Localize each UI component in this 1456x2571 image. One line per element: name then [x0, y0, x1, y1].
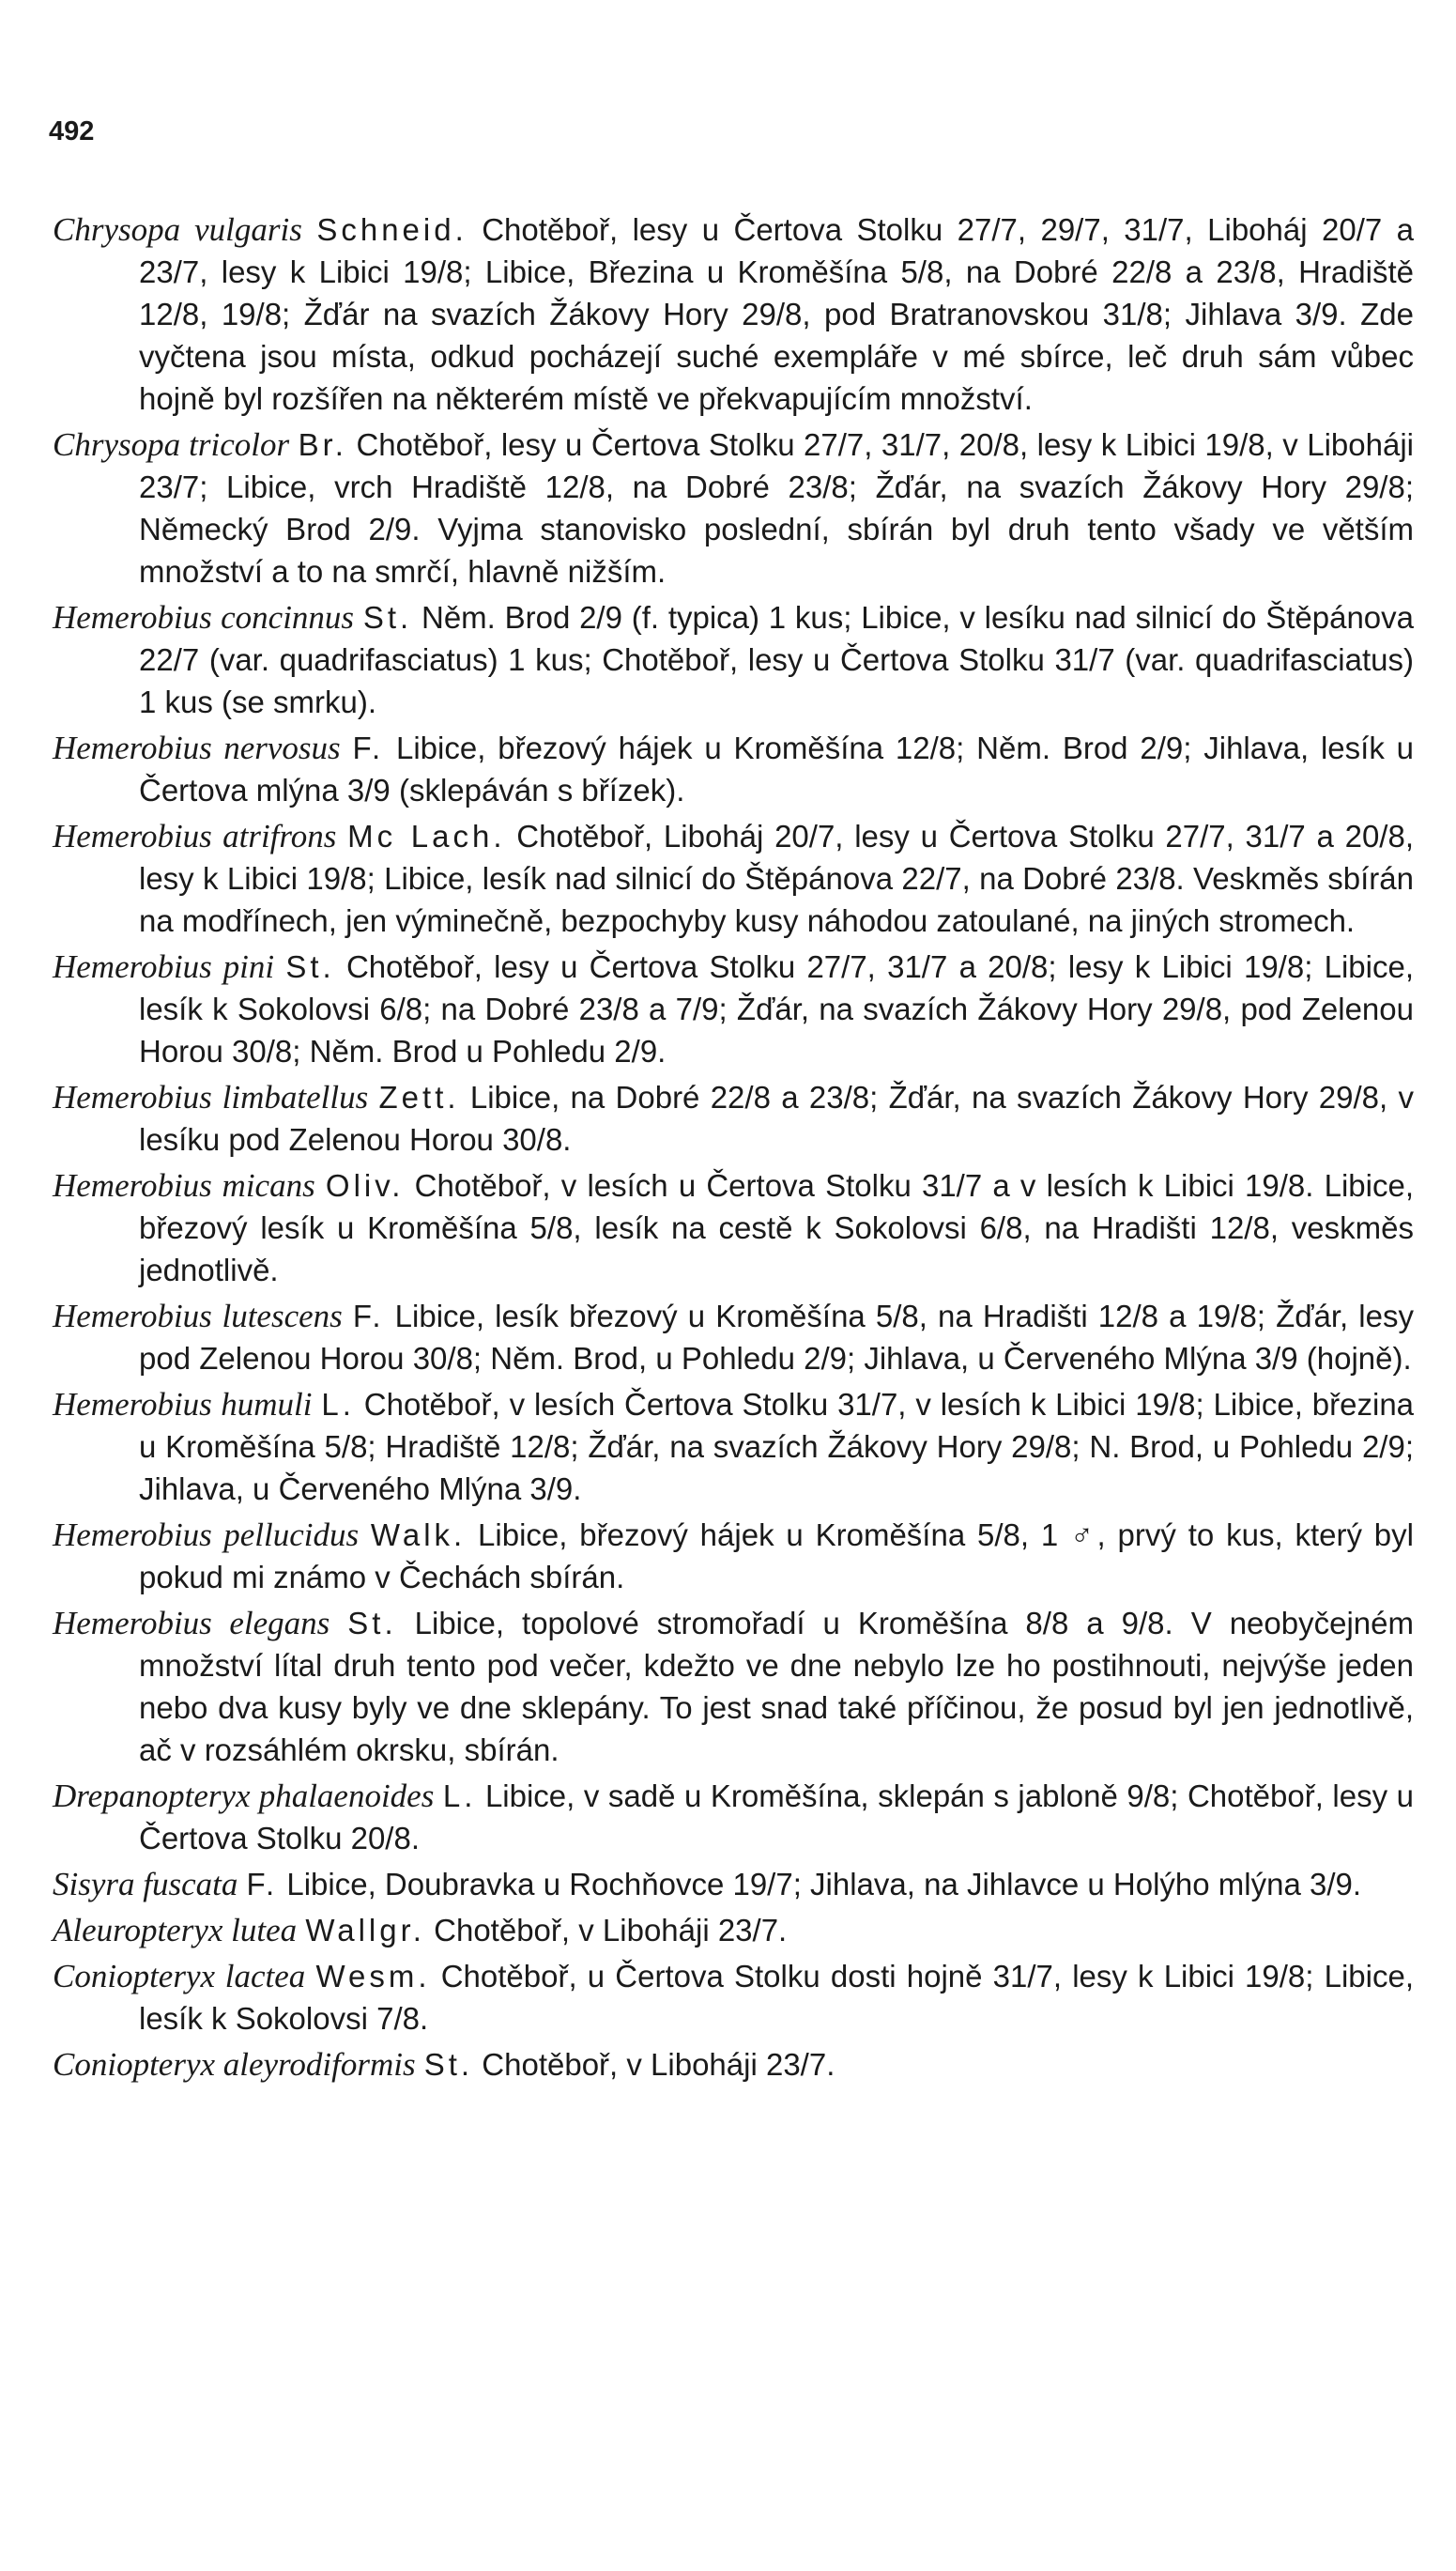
species-author: F. [246, 1867, 279, 1901]
species-entry [53, 2043, 1414, 2086]
species-name: Hemerobius nervosus [53, 730, 341, 766]
species-name: Hemerobius concinnus [53, 599, 355, 636]
species-author: Oliv. [325, 1168, 405, 1203]
species-entry [53, 1076, 1414, 1161]
species-entry [53, 1295, 1414, 1379]
species-localities: Chotěboř, lesy u Čertova Stolku 27/7, 31/7, 20/8, lesy k Libici 19/8, v Liboháji 23/7; Libice, vrch Hradiště 12/8, na Dobré 23/8; Žďár, na svazích Žákovy Hory 29/8; Německý Brod 2/9. Vyjma stanovisko poslední, sbírán byl druh tento všady ve větším množství a to na smrčí, hlavně nižším. [139, 427, 1415, 589]
species-name: Hemerobius lutescens [53, 1298, 343, 1334]
species-author: Zett. [378, 1080, 460, 1115]
species-author: Mc Lach. [347, 819, 506, 854]
species-localities: Chotěboř, lesy u Čertova Stolku 27/7, 31/7 a 20/8; lesy k Libici 19/8; Libice, lesík k Sokolovsi 6/8; na Dobré 23/8 a 7/9; Žďár, na svazích Žákovy Hory 29/8, pod Zelenou Horou 30/8; Něm. Brod u Pohledu 2/9. [139, 949, 1415, 1069]
species-list [53, 208, 1414, 2089]
species-author: St. [285, 949, 335, 984]
page-number: 492 [49, 116, 95, 146]
species-localities: Libice, na Dobré 22/8 a 23/8; Žďár, na svazích Žákovy Hory 29/8, v lesíku pod Zelenou Horou 30/8. [139, 1080, 1414, 1157]
species-name: Aleuropteryx lutea [53, 1912, 298, 1948]
species-author: L. [442, 1778, 477, 1813]
species-name: Hemerobius humuli [53, 1386, 313, 1423]
species-name: Hemerobius atrifrons [53, 818, 337, 854]
species-entry [53, 1164, 1414, 1291]
species-localities: Libice, v sadě u Kroměšína, sklepán s jabloně 9/8; Chotěboř, lesy u Čertova Stolku 20/8. [139, 1778, 1414, 1855]
species-author: F. [352, 1299, 385, 1333]
species-localities: Libice, topolové stromořadí u Kroměšína 8/8 a 9/8. V neobyčejném množství lítal druh tento pod večer, kdežto ve dne nebylo lze ho postihnouti, nejvýše jeden nebo dva kusy byly ve dne sklepány. To jest snad také příčinou, že posud byl jen jednotlivě, ač v rozsáhlém okrsku, sbírán. [139, 1606, 1414, 1767]
species-name: Chrysopa tricolor [53, 426, 290, 463]
species-name: Drepanopteryx phalaenoides [53, 1778, 435, 1814]
species-localities: Chotěboř, Liboháj 20/7, lesy u Čertova Stolku 27/7, 31/7 a 20/8, lesy k Libici 19/8; Libice, lesík nad silnicí do Štěpánova 22/7, na Dobré 23/8. Veskměs sbírán na modřínech, jen výminečně, bezpochyby kusy náhodou zatoulané, na jiných stromech. [139, 819, 1414, 938]
species-author: Br. [298, 427, 347, 462]
species-name: Hemerobius pini [53, 948, 275, 985]
species-localities: Chotěboř, u Čertova Stolku dosti hojně 31/7, lesy k Libici 19/8; Libice, lesík k Sokolovsi 7/8. [139, 1959, 1415, 2036]
species-author: F. [352, 731, 385, 765]
species-name: Sisyra fuscata [53, 1866, 238, 1902]
species-name: Coniopteryx aleyrodiformis [53, 2046, 416, 2083]
species-entry [53, 1909, 1414, 1951]
species-entry [53, 1955, 1414, 2040]
species-localities: Libice, březový hájek u Kroměšína 12/8; Něm. Brod 2/9; Jihlava, lesík u Čertova mlýna 3/9 (sklepáván s břízek). [139, 731, 1415, 808]
species-author: Schneid. [316, 212, 467, 247]
species-name: Chrysopa vulgaris [53, 211, 302, 248]
species-localities: Chotěboř, v Liboháji 23/7. [482, 2047, 835, 2082]
species-localities: Chotěboř, lesy u Čertova Stolku 27/7, 29/7, 31/7, Liboháj 20/7 a 23/7, lesy k Libici 19/8; Libice, Březina u Kroměšína 5/8, na Dobré 22/8 a 23/8, Hradiště 12/8, 19/8; Žďár na svazích Žákovy Hory 29/8, pod Bratranovskou 31/8; Jihlava 3/9. Zde vyčtena jsou místa, odkud pocházejí suché exempláře v mé sbírce, leč druh sám vůbec hojně byl rozšířen na některém místě ve překvapujícím množství. [139, 212, 1415, 416]
species-entry [53, 1602, 1414, 1771]
species-author: Wallgr. [305, 1913, 425, 1947]
species-author: St. [362, 600, 413, 635]
species-localities: Libice, Doubravka u Rochňovce 19/7; Jihlava, na Jihlavce u Holýho mlýna 3/9. [286, 1867, 1362, 1901]
species-entry [53, 727, 1414, 811]
species-name: Coniopteryx lactea [53, 1958, 306, 1994]
species-author: St. [347, 1606, 397, 1640]
species-author: Walk. [370, 1517, 467, 1552]
species-name: Hemerobius pellucidus [53, 1516, 360, 1553]
species-entry [53, 596, 1414, 723]
species-author: Wesm. [315, 1959, 431, 1994]
species-entry [53, 1775, 1414, 1859]
species-localities: Libice, lesík březový u Kroměšína 5/8, na Hradišti 12/8 a 19/8; Žďár, lesy pod Zelenou Horou 30/8; Něm. Brod, u Pohledu 2/9; Jihlava, u Červeného Mlýna 3/9 (hojně). [139, 1299, 1414, 1376]
species-entry [53, 815, 1414, 942]
species-name: Hemerobius micans [53, 1167, 315, 1204]
species-localities: Chotěboř, v lesích Čertova Stolku 31/7, v lesích k Libici 19/8; Libice, březina u Kroměšína 5/8; Hradiště 12/8; Žďár, na svazích Žákovy Hory 29/8; N. Brod, u Pohledu 2/9; Jihlava, u Červeného Mlýna 3/9. [139, 1387, 1415, 1506]
species-entry [53, 1514, 1414, 1598]
species-entry [53, 946, 1414, 1072]
species-entry [53, 1863, 1414, 1905]
species-entry [53, 1383, 1414, 1510]
species-author: St. [423, 2047, 474, 2082]
species-localities: Chotěboř, v Liboháji 23/7. [434, 1913, 788, 1947]
species-entry [53, 423, 1414, 593]
species-name: Hemerobius limbatellus [53, 1079, 369, 1116]
species-localities: Něm. Brod 2/9 (f. typica) 1 kus; Libice, v lesíku nad silnicí do Štěpánova 22/7 (var. quadrifasciatus) 1 kus; Chotěboř, lesy u Čertova Stolku 31/7 (var. quadrifasciatus) 1 kus (se smrku). [139, 600, 1415, 719]
species-localities: Libice, březový hájek u Kroměšína 5/8, 1 ♂, prvý to kus, který byl pokud mi známo v Čechách sbírán. [139, 1517, 1414, 1594]
species-author: L. [321, 1387, 355, 1422]
species-name: Hemerobius elegans [53, 1605, 330, 1641]
species-localities: Chotěboř, v lesích u Čertova Stolku 31/7 a v lesích k Libici 19/8. Libice, březový lesík u Kroměšína 5/8, lesík na cestě k Sokolovsi 6/8, na Hradišti 12/8, veskměs jednotlivě. [139, 1168, 1415, 1287]
species-entry [53, 208, 1414, 420]
